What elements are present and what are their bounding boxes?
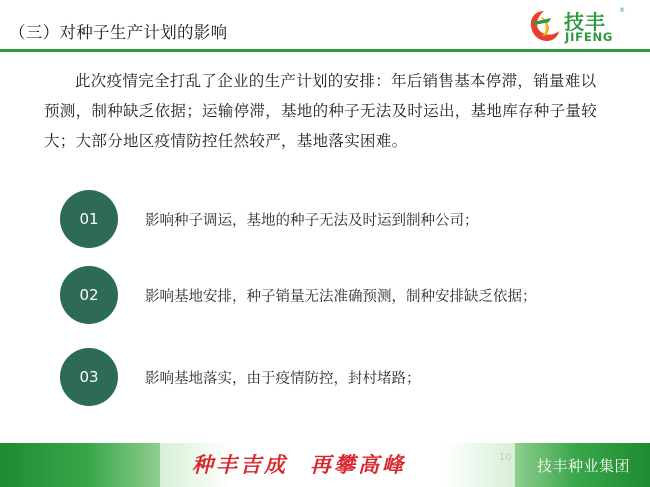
item-number-badge: 01 xyxy=(60,190,118,248)
footer-slogan xyxy=(192,449,406,479)
section-title: （三）对种子生产计划的影响 xyxy=(9,23,228,42)
item-text: 影响基地落实，由于疫情防控，封村堵路； xyxy=(145,371,421,387)
logo-chinese-text: 技丰 xyxy=(564,10,606,34)
logo-mark-icon xyxy=(527,8,561,44)
footer-bar xyxy=(0,443,650,487)
jifeng-logo xyxy=(527,6,627,46)
impact-item-1 xyxy=(60,190,600,250)
intro-paragraph: 此次疫情完全打乱了企业的生产计划的安排：年后销售基本停滞，销量难以预测，制种缺乏依据；运输停滞，基地的种子无法及时运出，基地库存种子量较大；大部分地区疫情防控任然较严，基地落实困难。 xyxy=(44,72,598,150)
impact-item-3 xyxy=(60,348,600,408)
item-number-badge: 03 xyxy=(60,348,118,406)
slogan-right: 再攀高峰 xyxy=(310,452,406,477)
slogan-left: 种丰吉成 xyxy=(192,452,288,477)
footer-left-band xyxy=(0,443,160,487)
page-number: 10 xyxy=(499,452,512,463)
impact-item-2 xyxy=(60,266,600,326)
logo-english-text: JIFENG xyxy=(565,30,614,44)
registered-mark: ® xyxy=(619,7,625,14)
item-text: 影响基地安排，种子销量无法准确预测，制种安排缺乏依据； xyxy=(145,289,537,305)
item-text: 影响种子调运，基地的种子无法及时运到制种公司； xyxy=(145,213,479,229)
item-number-badge: 02 xyxy=(60,266,118,324)
company-name: 技丰种业集团 xyxy=(537,457,631,475)
header-divider xyxy=(0,49,650,52)
